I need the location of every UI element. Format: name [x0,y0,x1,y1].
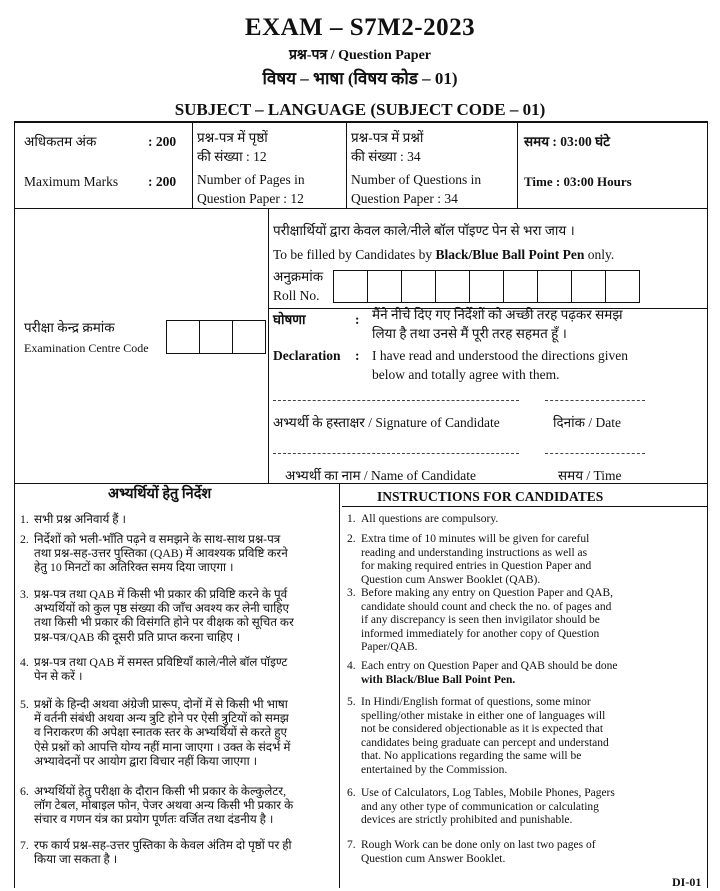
max-marks-value-hi: : 200 [148,134,177,149]
centre-digit-box[interactable] [232,320,266,354]
instruction-text: अभ्यर्थियों हेतु परीक्षा के दौरान किसी भी प्रकार के केल्कुलेटर, लॉग टेबल, मोबाइल फोन, पेजर अथवा अन्य किसी भी प्रकार के संचार व गणन यंत्र का प्रयोग पूर्णतः वर्जित तथा दंडनीय है । [34,784,294,827]
centre-code-label-hi: परीक्षा केन्द्र क्रमांक [24,320,115,335]
centre-digit-box[interactable] [199,320,233,354]
date-label: दिनांक / Date [553,415,622,430]
signature-line[interactable] [273,400,519,401]
questions-hi-1: प्रश्न-पत्र में प्रश्नों [351,130,424,145]
hi-instruction-2 [20,532,335,575]
roll-digit-box[interactable] [503,270,538,303]
centre-code-label-en: Examination Centre Code [24,341,149,355]
roll-digit-box[interactable] [571,270,606,303]
roll-digit-box[interactable] [367,270,402,303]
max-marks-en: Maximum Marks [24,174,119,189]
hi-instruction-5 [20,697,335,768]
subject-english-title: SUBJECT – LANGUAGE (SUBJECT CODE – 01) [174,100,546,119]
instruction-number: 5. [347,696,356,708]
instructions-divider [339,483,340,888]
time-hi: समय : 03:00 घंटे [524,134,610,149]
instruction-text: Each entry on Question Paper and QAB should be done with Black/Blue Ball Point Pen. [361,660,618,686]
declaration-en-line2: below and totally agree with them. [372,367,560,382]
instruction-number: 4. [20,655,29,669]
instruction-text: सभी प्रश्न अनिवार्य हैं । [34,512,126,526]
declaration-label-hi: घोषणा [273,312,306,327]
top-rule [14,121,708,123]
time-en: Time : 03:00 Hours [524,174,632,189]
pages-en-1: Number of Pages in [197,172,305,187]
roll-label-en: Roll No. [273,288,320,303]
centre-digit-box[interactable] [166,320,200,354]
en-instruction-4 [347,660,703,687]
name-label: अभ्यर्थी का नाम / Name of Candidate [285,468,477,483]
instruction-text: प्रश्नों के हिन्दी अथवा अंग्रेजी प्रारूप, दोनों में से किसी भी भाषा में वर्तनी संबंधी अथवा अन्य त्रुटि होने पर ऐसी त्रुटियों को समझ व निराकरण की अपेक्षा स्नातक स्तर के अभ्यर्थियों से करते हुए ऐसे प्रश्नों को आपत्ति योग्य नहीं माना जाएगा । उक्त के संदर्भ में अभ्यावेदनों पर आयोग द्वारा विचार नहीं किया जाएगा । [34,697,291,768]
instruction-number: 7. [347,839,356,851]
footer-code: DI-01 [672,875,702,889]
roll-digit-box[interactable] [469,270,504,303]
en-instruction-2 [347,533,703,587]
declaration-label-en: Declaration [273,348,341,363]
time-label: समय / Time [558,468,622,483]
instruction-number: 2. [20,532,29,546]
instruction-text: All questions are compulsory. [361,513,499,525]
roll-digit-box[interactable] [333,270,368,303]
en-instruction-5 [347,696,703,778]
declaration-hi-line2: लिया है तथा उनसे मैं पूरी तरह सहमत हूँ । [372,326,567,341]
instruction-number: 2. [347,533,356,545]
instruction-number: 1. [20,512,29,526]
declaration-hi-line1: मैंने नीचे दिए गए निर्देशों को अच्छी तरह पढ़कर समझ [372,307,623,322]
date-line[interactable] [545,400,645,401]
info-row-bottom [14,208,708,209]
pages-hi-2: की संख्या : 12 [197,149,267,164]
roll-digit-box[interactable] [435,270,470,303]
questions-hi-2: की संख्या : 34 [351,149,421,164]
declaration-en-line1: I have read and understood the directions given [372,348,629,363]
pen-instruction-hi: परीक्षार्थियों द्वारा केवल काले/नीले बॉल पॉइण्ट पेन से भरा जाय । [273,223,575,238]
instruction-text: Before making any entry on Question Paper and QAB, candidate should count and check the no. of pages and if any discrepancy is seen then invigilator should be informed immediately for another copy of Question Paper/QAB. [361,587,613,654]
instruction-number: 1. [347,513,356,525]
name-line[interactable] [273,453,519,454]
pages-en-2: Question Paper : 12 [197,191,304,206]
hi-instruction-3 [20,587,335,644]
en-instruction-6 [347,787,703,828]
instruction-number: 4. [347,660,356,672]
hi-instruction-7 [20,838,335,866]
max-marks-hi: अधिकतम अंक [24,134,97,149]
en-instruction-3 [347,587,703,655]
instruction-text: Rough Work can be done only on last two pages of Question cum Answer Booklet. [361,839,596,865]
questions-en-1: Number of Questions in [351,172,482,187]
roll-label-hi: अनुक्रमांक [273,269,324,284]
instruction-number: 3. [347,587,356,599]
instruction-number: 6. [20,784,29,798]
instruction-number: 6. [347,787,356,799]
hi-instruction-1 [20,512,335,526]
pen-instruction-en: To be filled by Candidates by Black/Blue Ball Point Pen only. [273,247,615,262]
time-line[interactable] [545,453,645,454]
exam-code-title: EXAM – S7M2-2023 [244,14,476,41]
roll-digit-box[interactable] [605,270,640,303]
form-divider [268,208,269,483]
instruction-number: 3. [20,587,29,601]
instruction-text: Use of Calculators, Log Tables, Mobile Phones, Pagers and any other type of communication or calculating devices are strictly prohibited and punishable. [361,787,615,827]
questions-en-2: Question Paper : 34 [351,191,458,206]
instruction-text: Extra time of 10 minutes will be given for careful reading and understanding instructions as well as for making required entries in Question Paper and Question cum Answer Booklet (QAB). [361,533,592,586]
instructions-title-en: INSTRUCTIONS FOR CANDIDATES [377,489,604,504]
instruction-number: 7. [20,838,29,852]
hi-instruction-6 [20,784,335,827]
paper-label: प्रश्न-पत्र / Question Paper [288,48,432,63]
hi-instruction-4 [20,655,335,683]
instruction-text: रफ कार्य प्रश्न-सह-उत्तर पुस्तिका के केवल अंतिम दो पृष्ठों पर ही किया जा सकता है । [34,838,292,867]
en-instruction-7 [347,839,703,866]
frame-right [707,121,708,888]
roll-digit-box[interactable] [401,270,436,303]
instruction-number: 5. [20,697,29,711]
instruction-text: निर्देशों को भली-भाँति पढ़ने व समझने के साथ-साथ प्रश्न-पत्र तथा प्रश्न-सह-उत्तर पुस्तिका (QAB) में आवश्यक प्रविष्टि करने हेतु 10 मिनटों का अतिरिक्त समय दिया जाएगा । [34,532,288,575]
en-instruction-1 [347,513,703,527]
subject-hindi-title: विषय – भाषा (विषय कोड – 01) [262,69,458,88]
pages-hi-1: प्रश्न-पत्र में पृष्ठों [197,130,268,145]
instruction-text: In Hindi/English format of questions, some minor spelling/other mistake in either one of languages will not be considered objectionable as it is expected that candidates being graduate can percept and understand that. No applications regarding the same will be entertained by the Commission. [361,696,609,776]
frame-left [14,121,15,888]
signature-label: अभ्यर्थी के हस्ताक्षर / Signature of Candidate [273,415,500,430]
max-marks-value-en: : 200 [148,174,177,189]
instruction-text: प्रश्न-पत्र तथा QAB में समस्त प्रविष्टियाँ काले/नीले बॉल पॉइण्ट पेन से करें । [34,655,288,684]
instruction-text: प्रश्न-पत्र तथा QAB में किसी भी प्रकार की प्रविष्टि करने के पूर्व अभ्यर्थियों को कुल पृष्ठ संख्या की जाँच अवश्य कर लेनी चाहिए तथा किसी भी प्रकार की विसंगति होने पर वीक्षक को सूचित कर प्रश्न-पत्र/QAB की दूसरी प्रति प्राप्त करना चाहिए । [34,587,294,644]
roll-digit-box[interactable] [537,270,572,303]
instructions-title-hi: अभ्यर्थियों हेतु निर्देश [108,486,212,502]
